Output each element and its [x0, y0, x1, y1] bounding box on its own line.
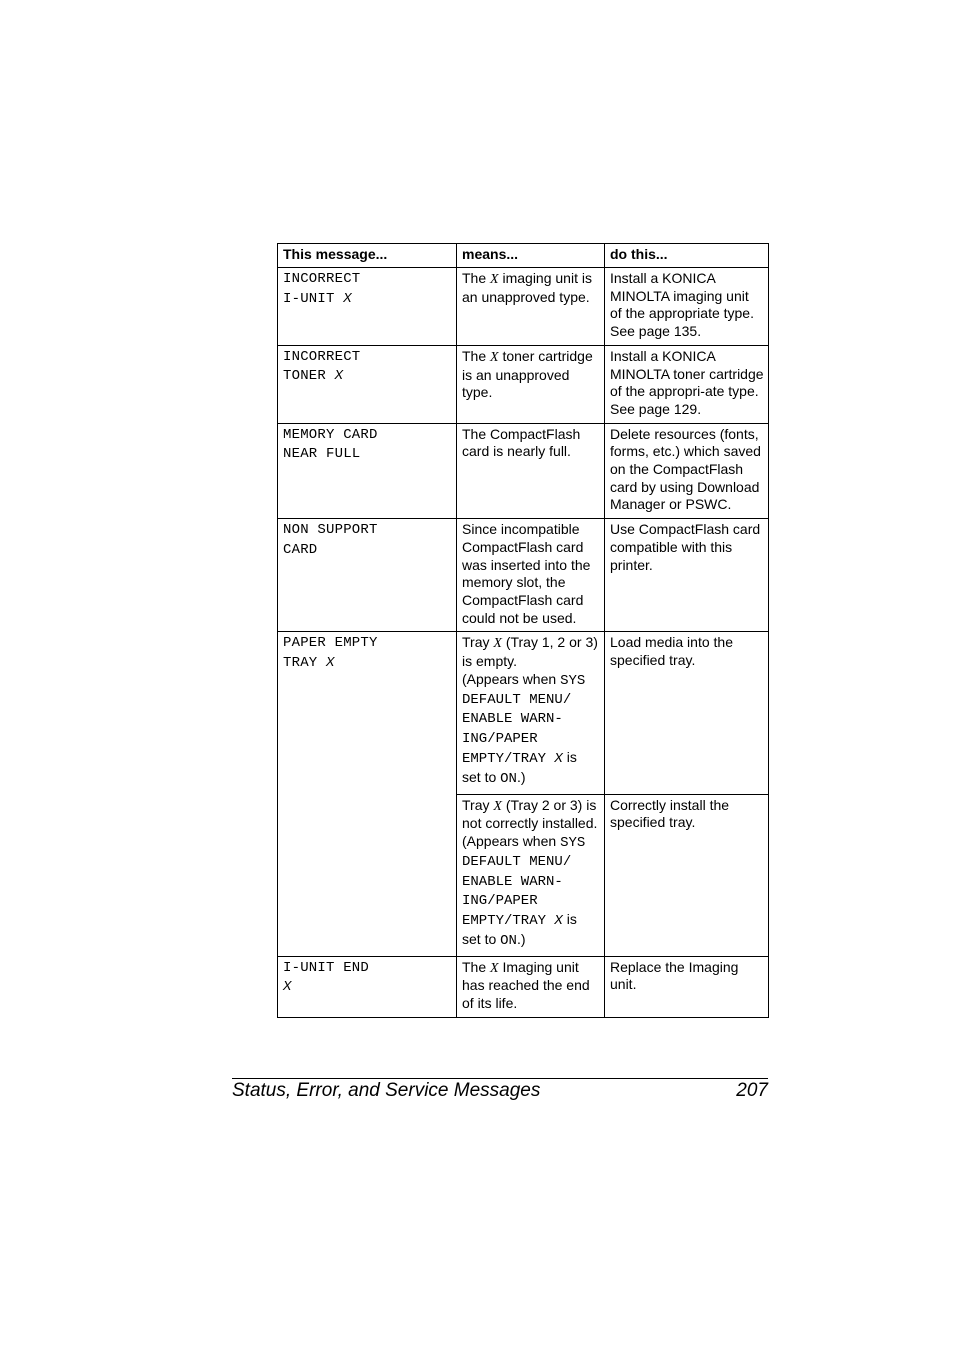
means-text: toner cartridge is an unapproved type. [462, 347, 593, 401]
message-line: NEAR FULL [283, 446, 361, 463]
message-line: NON SUPPORT [283, 522, 378, 539]
means-text: Imaging unit has reached the end of its life. [462, 958, 590, 1012]
means-text: The [462, 958, 491, 975]
table-row [278, 519, 769, 632]
means-code: ING/PAPER [462, 892, 538, 909]
message-text: TONER [283, 368, 335, 385]
means-code: ING/PAPER [462, 730, 538, 747]
message-cell [278, 519, 457, 632]
means-code: ENABLE WARN- [462, 873, 563, 890]
action-cell: Install a KONICA MINOLTA imaging unit of the appropriate type. See page 135. [605, 268, 769, 346]
means-variable: X [490, 349, 499, 365]
means-setto-line [462, 931, 600, 951]
means-variable: X [493, 798, 502, 814]
footer-section-title: Status, Error, and Service Messages [232, 1080, 541, 1101]
action-cell: Load media into the specified tray. [605, 632, 769, 794]
means-code: DEFAULT MENU/ [462, 854, 572, 871]
means-text: The [462, 347, 491, 364]
means-variable: X [490, 272, 499, 287]
means-text: (Appears when [462, 670, 561, 687]
means-text: .) [516, 931, 526, 948]
means-code: DEFAULT MENU/ [462, 692, 572, 709]
means-code-line [462, 749, 600, 769]
means-appears-line [462, 833, 600, 853]
means-code-line [462, 911, 600, 931]
means-cell [457, 268, 605, 346]
means-code: SYS [560, 834, 586, 851]
means-text: (Tray 2 or 3) is not correctly installed. [462, 796, 598, 832]
message-variable: X [334, 368, 344, 385]
means-text: The [462, 270, 491, 286]
action-cell: Replace the Imaging unit. [605, 956, 769, 1017]
means-text: (Appears when [462, 832, 561, 849]
table-header-row [278, 244, 769, 268]
means-cell [457, 632, 605, 794]
message-text: TRAY [283, 654, 327, 671]
means-code-variable: X [554, 750, 563, 767]
means-code: EMPTY/TRAY [462, 750, 555, 767]
means-variable: X [493, 636, 502, 652]
table-row [278, 423, 769, 519]
means-cell: Since incompatible CompactFlash card was inserted into the memory slot, the CompactFlash card could not be used. [457, 519, 605, 632]
means-text: .) [516, 769, 526, 786]
message-cell [278, 632, 457, 956]
message-cell [278, 345, 457, 423]
means-text: imaging unit is an unapproved type. [462, 270, 592, 305]
message-text: I-UNIT [283, 290, 344, 307]
message-variable: X [283, 979, 292, 996]
message-cell [278, 268, 457, 346]
means-code: ON [500, 771, 517, 788]
message-line: I-UNIT END [283, 959, 370, 976]
action-cell: Install a KONICA MINOLTA toner cartridge of the appropri-ate type. See page 129. [605, 345, 769, 423]
message-line: MEMORY CARD [283, 426, 378, 443]
means-code: ENABLE WARN- [462, 711, 563, 728]
means-code: ON [500, 933, 517, 950]
message-line: CARD [283, 541, 318, 558]
page-number: 207 [736, 1080, 768, 1101]
means-variable: X [490, 960, 499, 976]
means-appears-line [462, 671, 600, 691]
means-text: set to [462, 931, 501, 948]
message-line: PAPER EMPTY [283, 635, 378, 652]
means-setto-line [462, 769, 600, 789]
header-message: This message... [278, 244, 457, 268]
message-line: INCORRECT [283, 348, 361, 365]
means-cell [457, 956, 605, 1017]
means-code: EMPTY/TRAY [462, 913, 555, 930]
means-code-variable: X [554, 913, 563, 930]
status-messages-table [277, 243, 769, 1018]
means-text: is [562, 911, 577, 928]
header-action: do this... [605, 244, 769, 268]
means-cell [457, 345, 605, 423]
means-text: Tray [462, 634, 494, 651]
action-cell: Correctly install the specified tray. [605, 794, 769, 956]
means-text: Tray [462, 796, 494, 813]
means-text: (Tray 1, 2 or 3) is empty. [462, 634, 598, 670]
message-cell [278, 956, 457, 1017]
means-code: SYS [560, 672, 586, 689]
header-means: means... [457, 244, 605, 268]
message-line [283, 654, 452, 674]
table-row [278, 345, 769, 423]
message-variable: X [343, 290, 352, 307]
means-text: set to [462, 769, 501, 786]
table-row [278, 632, 769, 794]
footer-divider [232, 1078, 768, 1079]
means-cell: The CompactFlash card is nearly full. [457, 423, 605, 519]
message-line: INCORRECT [283, 271, 361, 287]
table-row [278, 956, 769, 1017]
means-text: is [562, 748, 577, 765]
message-cell [278, 423, 457, 519]
action-cell: Delete resources (fonts, forms, etc.) which saved on the CompactFlash card by using Download Manager or PSWC. [605, 423, 769, 519]
action-cell: Use CompactFlash card compatible with this printer. [605, 519, 769, 632]
message-line [283, 367, 452, 387]
means-cell [457, 794, 605, 956]
message-line [283, 290, 452, 310]
message-variable: X [326, 654, 335, 671]
table-row [278, 268, 769, 346]
